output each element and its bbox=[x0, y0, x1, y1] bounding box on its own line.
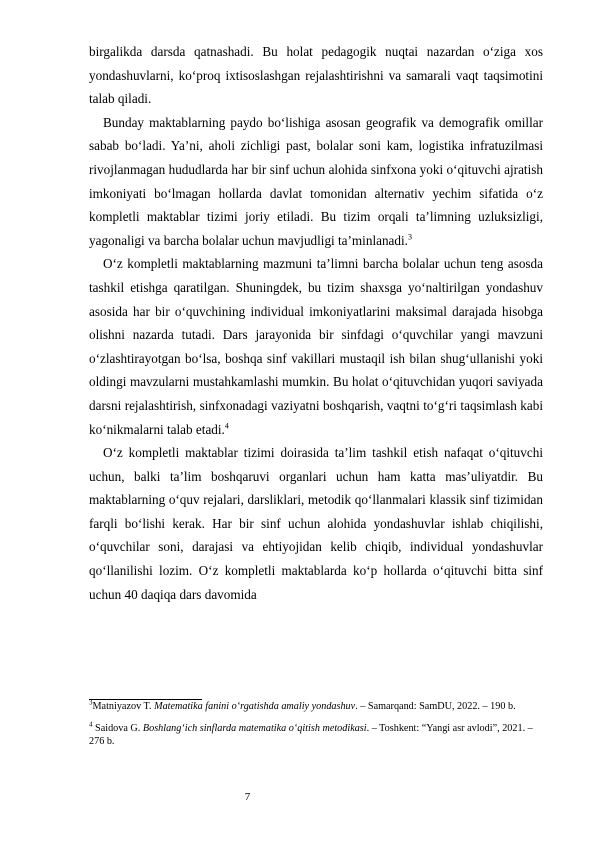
footnote-4-number: 4 bbox=[89, 720, 93, 729]
footnote-3-author: Matniyazov T. bbox=[92, 701, 155, 712]
paragraph-2-text: Bunday maktablarning paydo bo‘lishiga asosan geografik va demografik omillar sabab bo‘ladi. Ya’ni, aholi zichligi past, bolalar soni kam, logistika infratuzilmasi rivojlanmagan hududlarda har bir sinf uchun alohida sinfxona yoki o‘qituvchi ajratish imkoniyati bo‘lmagan hollarda davlat tomonidan alternativ yechim sifatida o‘z kompletli maktablar tizimi joriy etiladi. Bu tizim orqali ta’limning uzluksizligi, yagonaligi va barcha bolalar uchun mavjudligi ta’minlanadi. bbox=[89, 114, 543, 248]
footnote-3-number: 3 bbox=[89, 698, 93, 707]
footnote-4-details: . – Toshkent: “Yangi asr avlodi”, 2021. – 276 b. bbox=[89, 723, 533, 747]
paragraph-1-text: birgalikda darsda qatnashadi. Bu holat pedagogik nuqtai nazardan o‘ziga xos yondashuvlarni, ko‘proq ixtisoslashgan rejalashtirishni va samarali vaqt taqsimotini talab qiladi. bbox=[89, 44, 543, 107]
paragraph-3 bbox=[89, 252, 543, 441]
footnote-3-title: Matematika fanini o‘rgatishda amaliy yondashuv bbox=[154, 701, 356, 712]
footnote-ref-3[interactable]: 3 bbox=[407, 232, 412, 242]
footnote-4 bbox=[89, 722, 543, 748]
document-body bbox=[89, 40, 543, 606]
page-number bbox=[0, 791, 595, 803]
paragraph-4-text: O‘z kompletli maktablar tizimi doirasida ta’lim tashkil etish nafaqat o‘qituvchi uchun, balki ta’lim boshqaruvi organlari uchun ham katta mas’uliyatdir. Bu maktablarning o‘quv rejalari, darsliklari, metodik qo‘llanmalari klassik sinf tizimidan farqli bo‘lishi kerak. Har bir sinf uchun alohida yondashuvlar ishlab chiqilishi, o‘quvchilar soni, darajasi va ehtiyojidan kelib chiqib, individual yondashuvlar qo‘llanilishi lozim. O‘z kompletli maktablarda ko‘p hollarda o‘qituvchi bitta sinf uchun 40 daqiqa dars davomida bbox=[89, 445, 543, 602]
paragraph-4 bbox=[89, 441, 543, 606]
footnote-4-author: Saidova G. bbox=[92, 723, 143, 734]
footnote-ref-4[interactable]: 4 bbox=[224, 421, 229, 431]
footnote-3 bbox=[89, 700, 543, 713]
page-number-text: 7 bbox=[244, 791, 251, 803]
paragraph-1 bbox=[89, 40, 543, 111]
paragraph-2 bbox=[89, 111, 543, 253]
footnote-4-title: Boshlang‘ich sinflarda matematika o‘qitish metodikasi bbox=[142, 723, 367, 734]
footnote-3-details: . – Samarqand: SamDU, 2022. – 190 b. bbox=[355, 701, 516, 712]
footnotes bbox=[89, 700, 543, 757]
paragraph-3-text: O‘z kompletli maktablarning mazmuni ta’limni barcha bolalar uchun teng asosda tashkil etishga qaratilgan. Shuningdek, bu tizim shaxsga yo‘naltirilgan yondashuv asosida har bir o‘quvchining individual imkoniyatlarini maksimal darajada hisobga olishni nazarda tutadi. Dars jarayonida bir sinfdagi o‘quvchilar yangi mavzuni o‘zlashtirayotgan bo‘lsa, boshqa sinf vakillari mustaqil ish bilan shug‘ullanishi yoki oldingi mavzularni mustahkamlashi mumkin. Bu holat o‘qituvchidan yuqori saviyada darsni rejalashtirish, sinfxonadagi vaziyatni boshqarish, vaqtni to‘g‘ri taqsimlash kabi ko‘nikmalarni talab etadi. bbox=[89, 256, 543, 437]
